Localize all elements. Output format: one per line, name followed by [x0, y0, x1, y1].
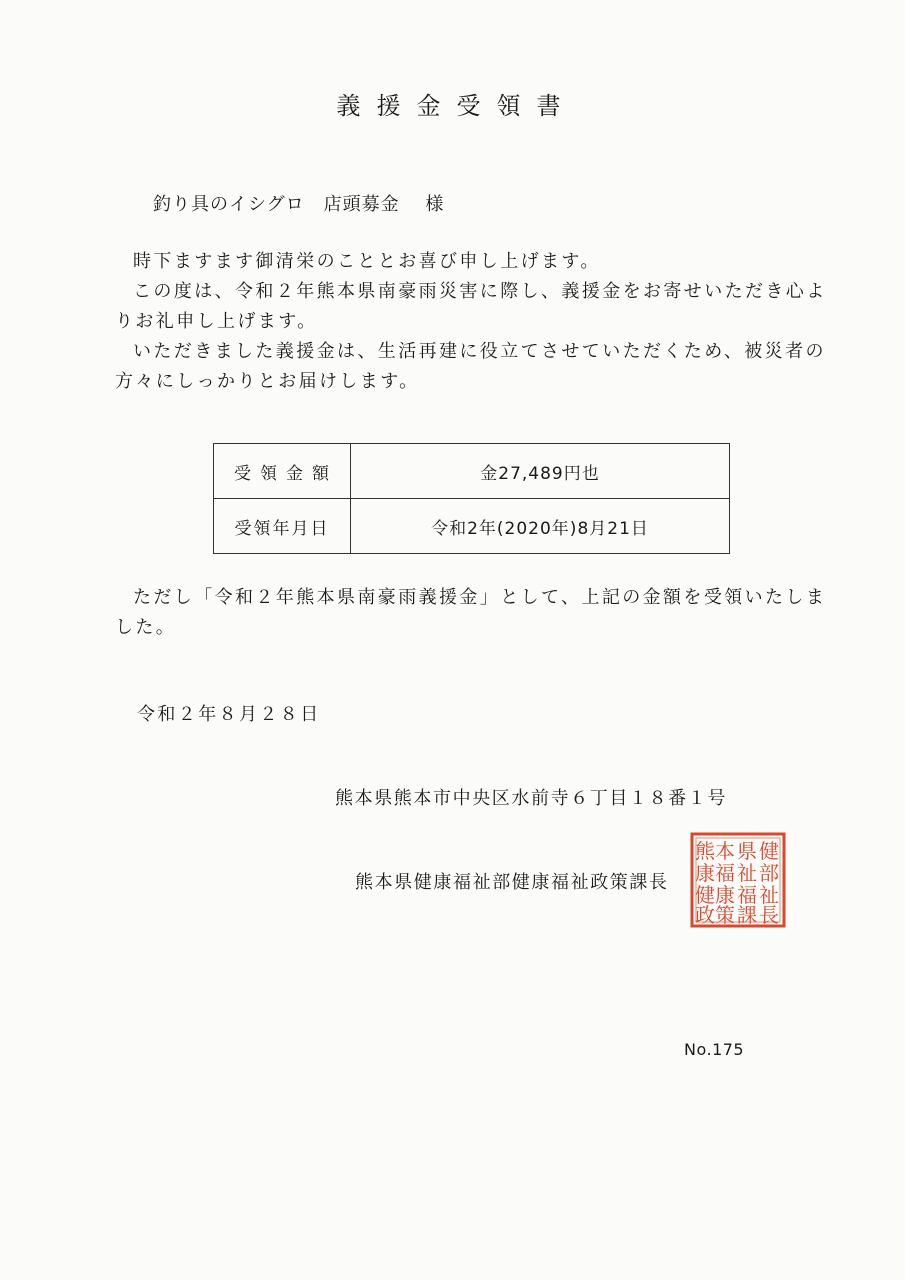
svg-text:健: 健: [759, 839, 779, 863]
svg-text:祉: 祉: [759, 883, 779, 907]
receipt-date-value: 令和2年(2020年)8月21日: [351, 499, 730, 554]
svg-text:健: 健: [695, 883, 715, 907]
svg-text:策: 策: [715, 903, 735, 927]
amount-label: 受領金額: [214, 444, 351, 499]
svg-text:熊: 熊: [695, 839, 715, 863]
svg-text:部: 部: [759, 861, 779, 885]
date-row: [214, 499, 730, 554]
issuer-address: 熊本県熊本市中央区水前寺６丁目１８番１号: [335, 788, 727, 809]
thanks-paragraph: この度は、令和２年熊本県南豪雨災害に際し、義援金をお寄せいただき心よりお礼申し上げます。: [115, 281, 827, 332]
svg-text:政: 政: [695, 903, 715, 927]
document-title: 義援金受領書: [336, 92, 577, 120]
recipient-name: 釣り具のイシグロ 店頭募金 様: [153, 194, 445, 215]
svg-text:課: 課: [737, 903, 757, 927]
amount-value: 金27,489円也: [351, 444, 730, 499]
receipt-date-label: 受領年月日: [214, 499, 351, 554]
issue-date: 令和２年８月２８日: [137, 704, 321, 725]
svg-text:康: 康: [715, 883, 735, 907]
greeting-line: 時下ますます御清栄のこととお喜び申し上げます。: [133, 251, 601, 272]
document-number: No.175: [684, 1040, 745, 1059]
issuer-officer: 熊本県健康福祉部健康福祉政策課長: [355, 872, 669, 893]
svg-text:祉: 祉: [737, 861, 757, 885]
receipt-table: [213, 443, 730, 554]
amount-row: [214, 444, 730, 499]
official-seal-stamp: [690, 832, 786, 928]
svg-text:康: 康: [695, 861, 715, 885]
svg-text:福: 福: [715, 861, 735, 885]
usage-paragraph: いただきました義援金は、生活再建に役立てさせていただくため、被災者の方々にしっかりとお届けします。: [115, 341, 826, 392]
letter-body: [115, 247, 835, 397]
svg-text:本: 本: [715, 839, 735, 863]
svg-text:福: 福: [737, 883, 757, 907]
receipt-note: ただし「令和２年熊本県南豪雨義援金」として、上記の金額を受領いたしました。: [115, 587, 827, 638]
svg-text:県: 県: [737, 839, 757, 863]
svg-text:長: 長: [759, 903, 779, 927]
